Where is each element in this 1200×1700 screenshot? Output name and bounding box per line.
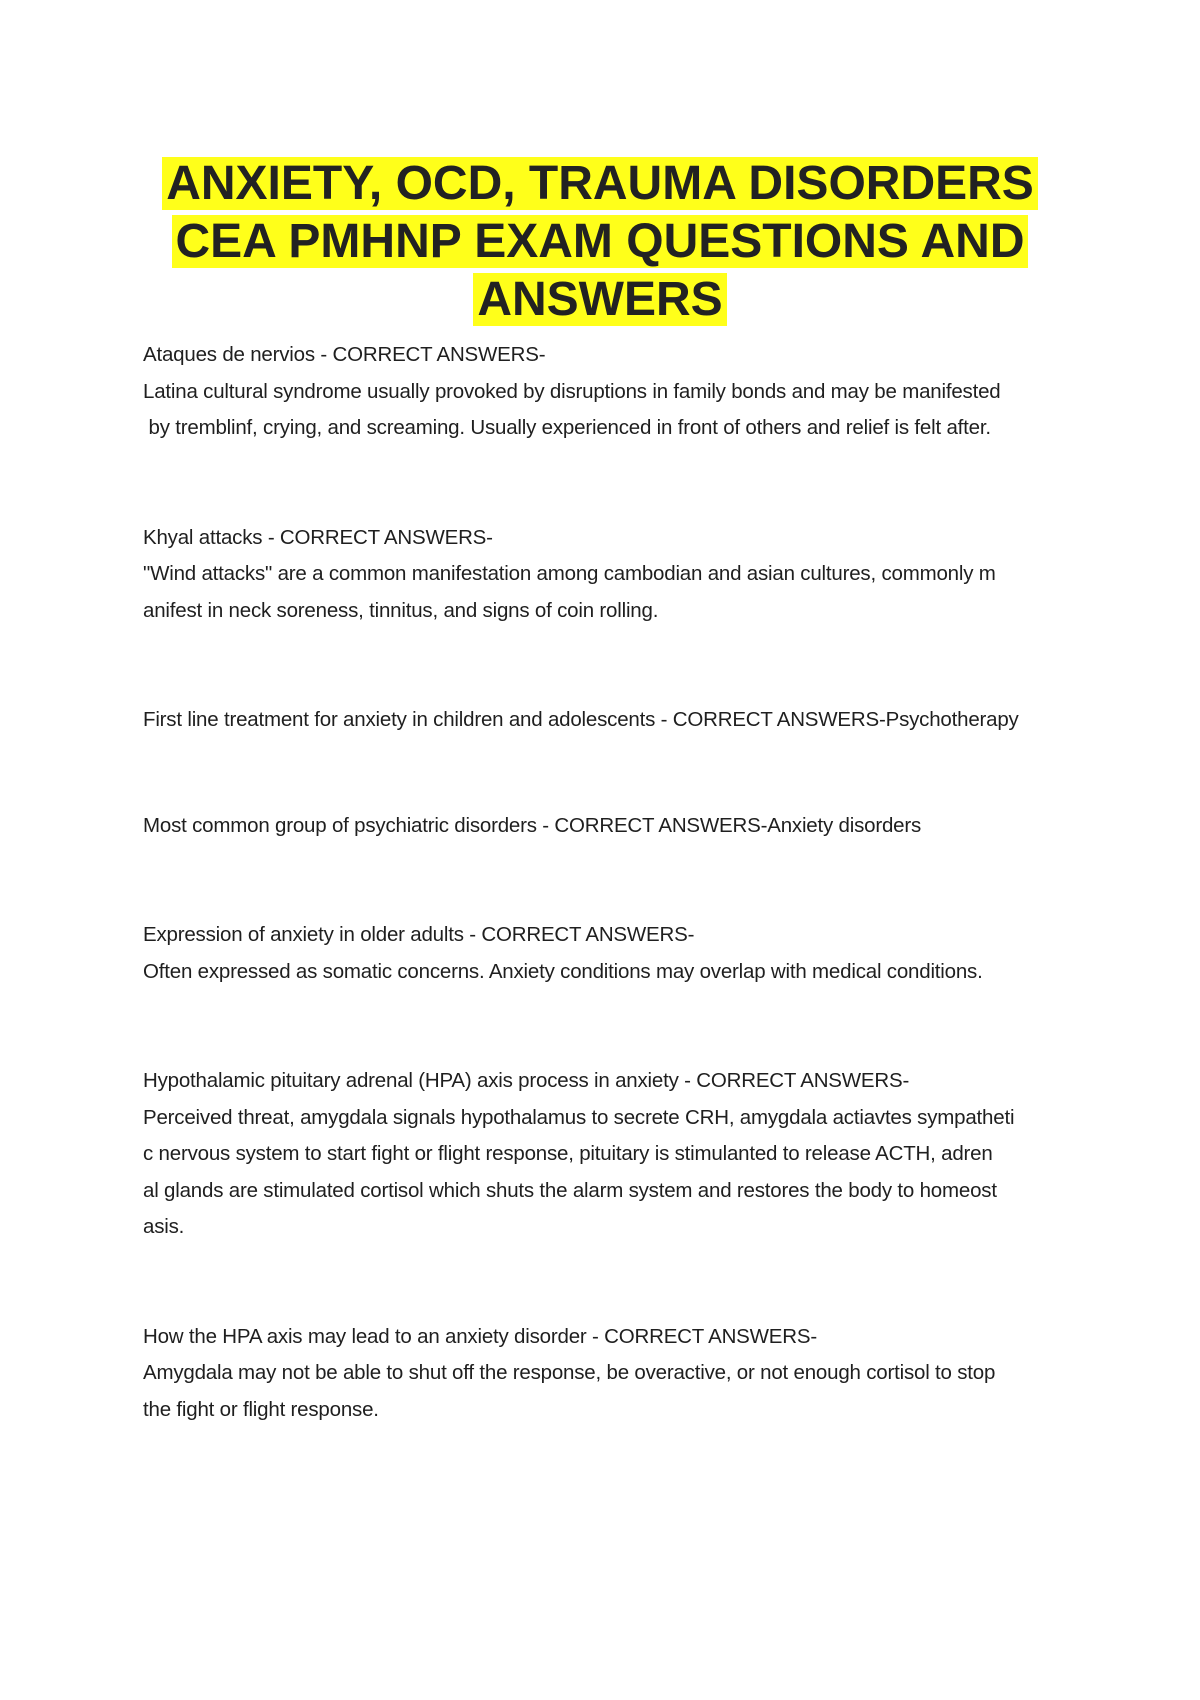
question-text: Hypothalamic pituitary adrenal (HPA) axis process in anxiety - CORRECT ANSWERS- bbox=[143, 1069, 910, 1092]
answer-line: Perceived threat, amygdala signals hypothalamus to secrete CRH, amygdala actiavtes sympatheti bbox=[143, 1105, 1015, 1129]
question-text: First line treatment for anxiety in children and adolescents - CORRECT ANSWERS-Psychotherapy bbox=[143, 708, 1019, 731]
qa-item-hpa-anxiety-disorder bbox=[143, 1319, 1073, 1429]
title-line-2: CEA PMHNP EXAM QUESTIONS AND bbox=[100, 213, 1100, 271]
title-line-1: ANXIETY, OCD, TRAUMA DISORDERS bbox=[100, 155, 1100, 213]
question-text: Khyal attacks - CORRECT ANSWERS- bbox=[143, 525, 493, 549]
answer-line: "Wind attacks" are a common manifestation among cambodian and asian cultures, commonly m bbox=[143, 562, 996, 585]
question-text: How the HPA axis may lead to an anxiety disorder - CORRECT ANSWERS- bbox=[143, 1324, 817, 1348]
qa-item-ataques-de-nervios bbox=[143, 337, 1073, 447]
qa-item-first-line-treatment bbox=[143, 702, 1073, 739]
qa-list bbox=[143, 337, 1073, 1428]
answer-line: anifest in neck soreness, tinnitus, and signs of coin rolling. bbox=[143, 598, 659, 622]
answer-line: Often expressed as somatic concerns. Anxiety conditions may overlap with medical conditions. bbox=[143, 959, 983, 983]
document-title bbox=[100, 155, 1100, 329]
answer-line: by tremblinf, crying, and screaming. Usually experienced in front of others and relief is felt after. bbox=[143, 416, 991, 439]
answer-line: Amygdala may not be able to shut off the response, be overactive, or not enough cortisol to stop bbox=[143, 1361, 996, 1384]
title-line-3: ANSWERS bbox=[100, 271, 1100, 329]
answer-line: asis. bbox=[143, 1215, 185, 1238]
answer-line: the fight or flight response. bbox=[143, 1397, 379, 1421]
answer-line: c nervous system to start fight or flight response, pituitary is stimulanted to release ACTH, adren bbox=[143, 1142, 993, 1165]
qa-item-hpa-axis-process bbox=[143, 1063, 1073, 1246]
question-text: Expression of anxiety in older adults - CORRECT ANSWERS- bbox=[143, 923, 695, 946]
qa-item-most-common-group bbox=[143, 808, 1073, 845]
qa-item-older-adults bbox=[143, 917, 1073, 990]
question-text: Most common group of psychiatric disorders - CORRECT ANSWERS-Anxiety disorders bbox=[143, 813, 922, 837]
question-text: Ataques de nervios - CORRECT ANSWERS- bbox=[143, 343, 546, 366]
answer-line: al glands are stimulated cortisol which shuts the alarm system and restores the body to homeost bbox=[143, 1178, 997, 1202]
qa-item-khyal-attacks bbox=[143, 520, 1073, 630]
answer-line: Latina cultural syndrome usually provoked by disruptions in family bonds and may be manifested bbox=[143, 379, 1001, 403]
